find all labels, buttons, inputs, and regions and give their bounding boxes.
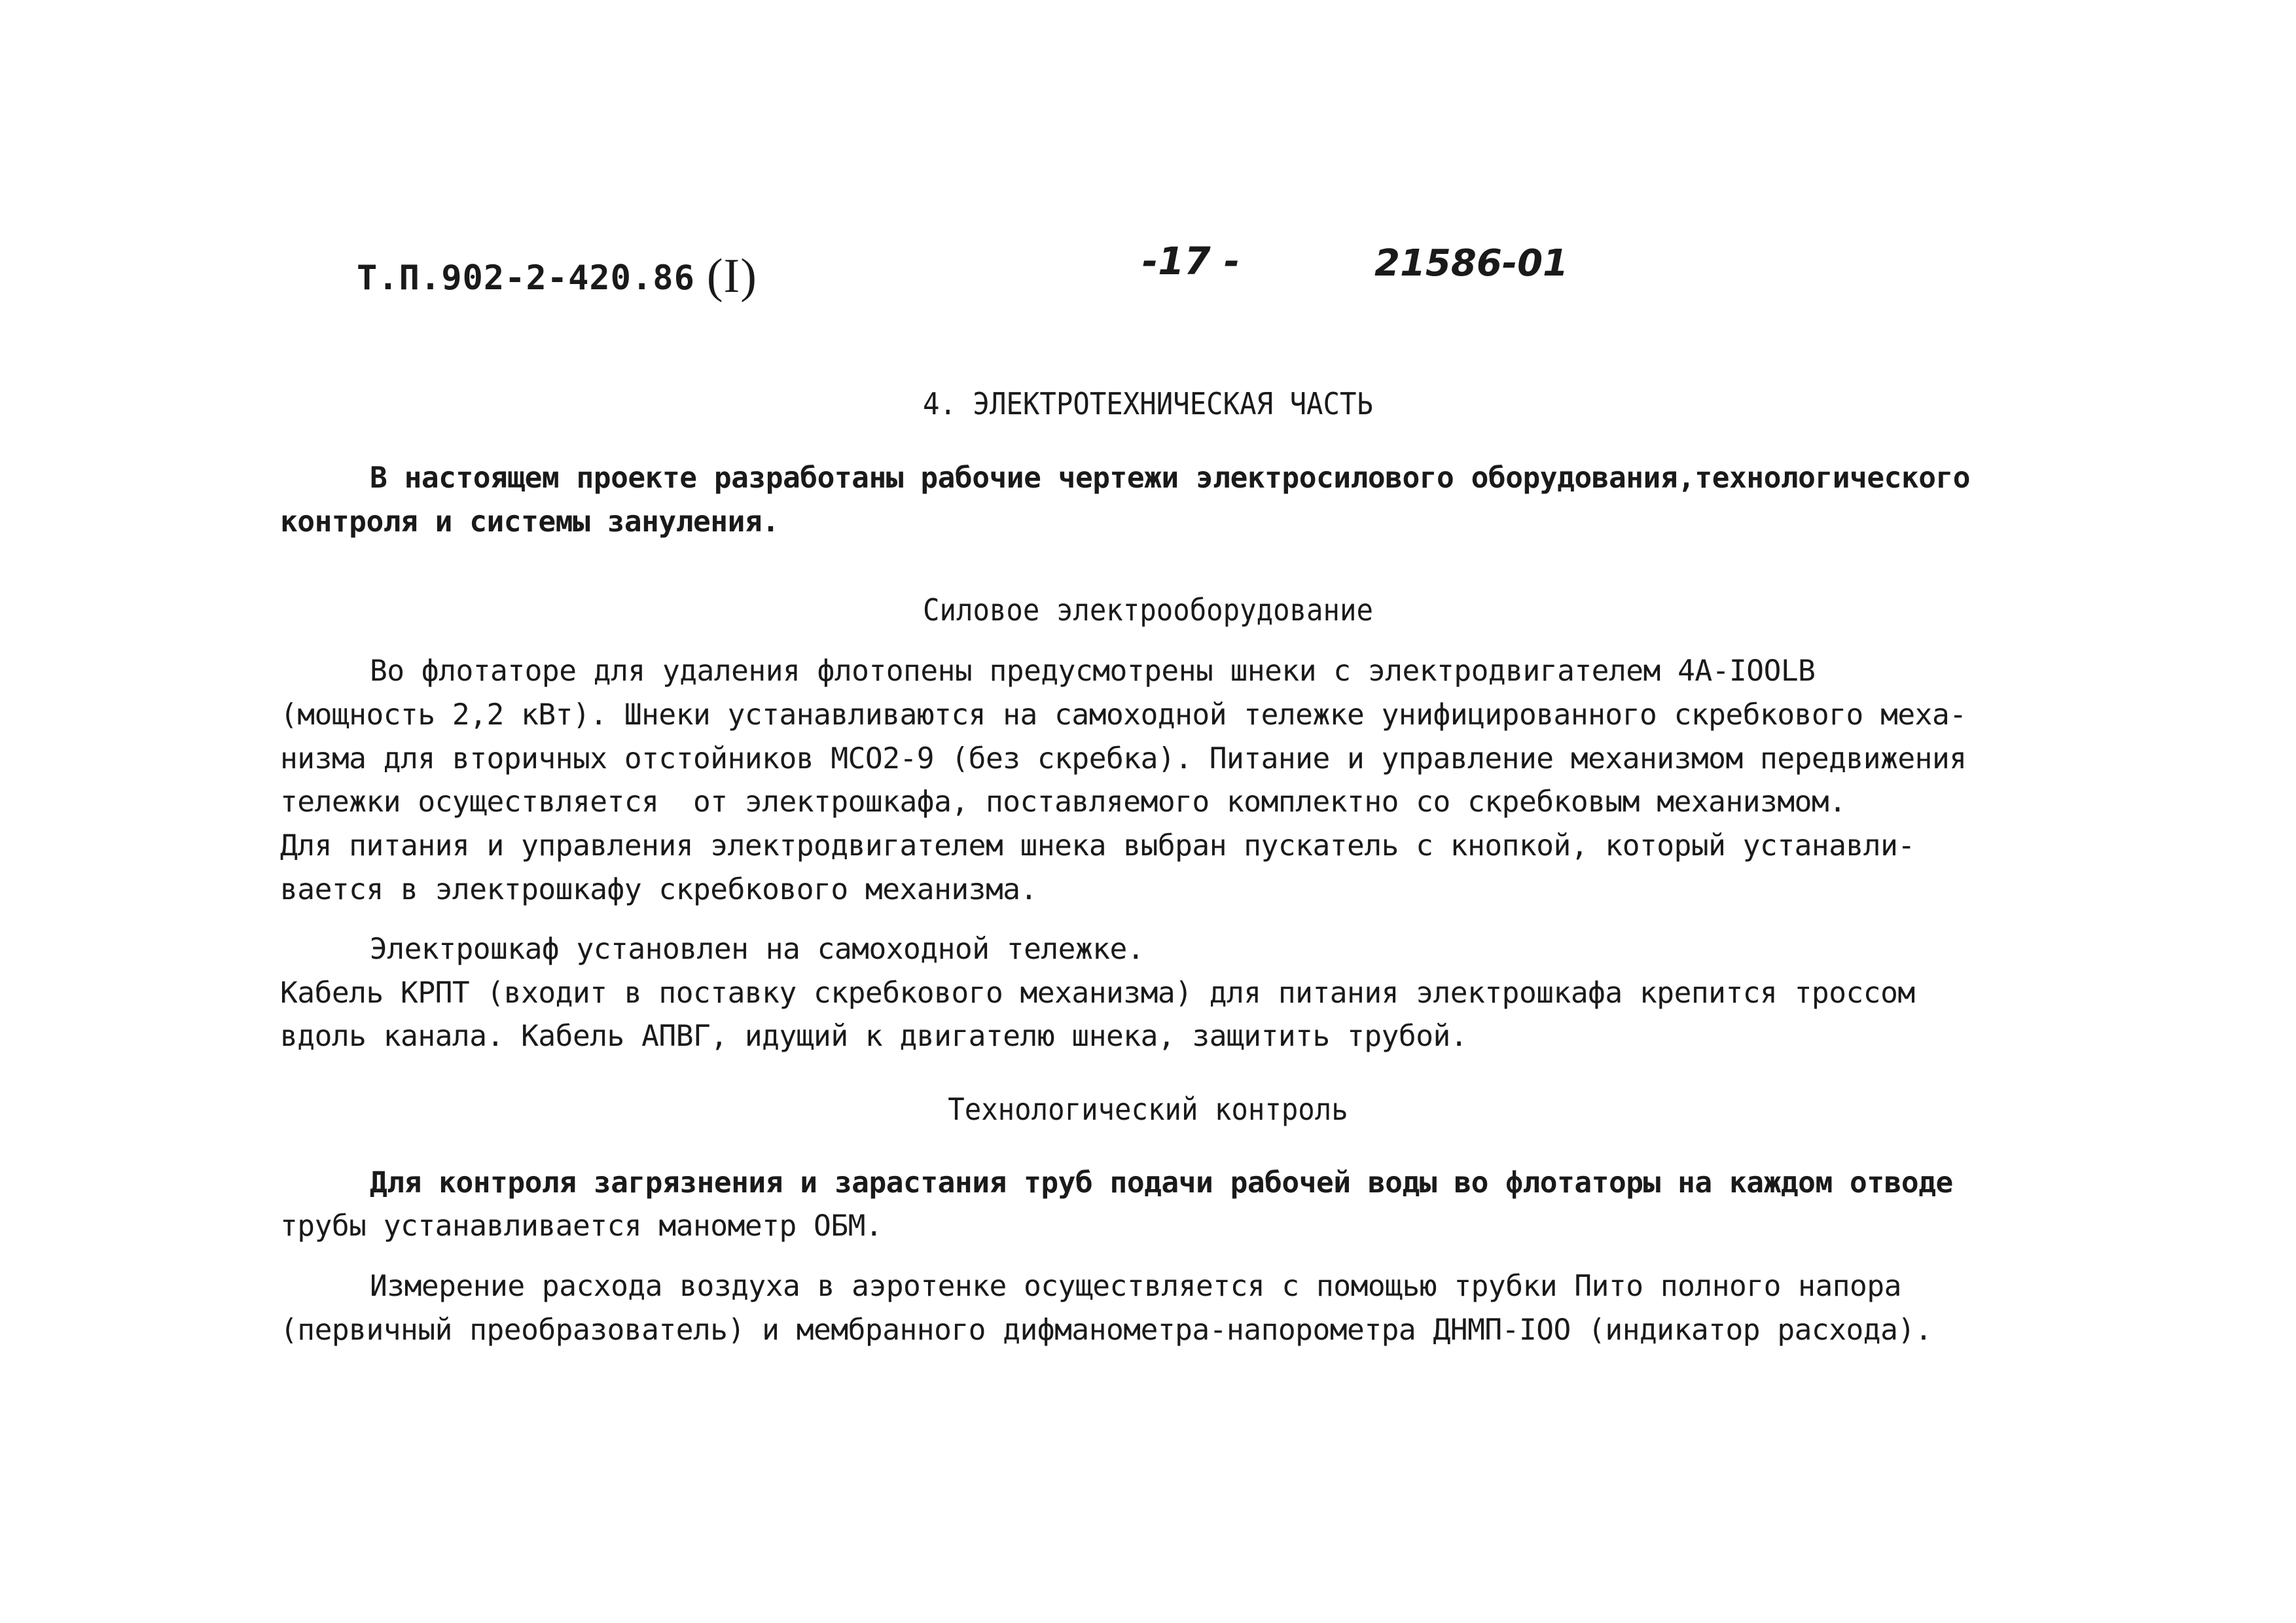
paragraph-line: Измерение расхода воздуха в аэротенке осуществляется с помощью трубки Пито полного напора <box>370 1270 1901 1303</box>
document-code-text: Т.П.902-2-420.86 <box>357 259 695 298</box>
paragraph-line: (первичный преобразователь) и мембранного дифманометра-напорометра ДНМП-IOO (индикатор расхода). <box>280 1313 1932 1347</box>
paragraph-line: (мощность 2,2 кВт). Шнеки устанавливаются на самоходной тележке унифицированного скребкового меха- <box>280 698 1967 732</box>
paragraph-line: вдоль канала. Кабель АПВГ, идущий к двигателю шнека, защитить трубой. <box>280 1020 1468 1053</box>
page-number: -17 - <box>1142 239 1240 283</box>
document-code <box>357 249 757 304</box>
paragraph-line: контроля и системы зануления. <box>280 505 780 539</box>
paragraph-line: Для питания и управления электродвигателем шнека выбран пускатель с кнопкой, который устанавли- <box>280 829 1915 863</box>
section-title: 4. ЭЛЕКТРОТЕХНИЧЕСКАЯ ЧАСТЬ <box>923 386 1373 421</box>
paragraph-line: Для контроля загрязнения и зарастания труб подачи рабочей воды во флотаторы на каждом отводе <box>370 1166 1953 1200</box>
paragraph-line: Во флотаторе для удаления флотопены предусмотрены шнеки с электродвигателем 4А-IOOLВ <box>370 654 1816 688</box>
subsection-title-power: Силовое электрооборудование <box>923 592 1373 628</box>
paragraph-line: В настоящем проекте разработаны рабочие чертежи электросилового оборудования,технологического <box>370 461 1971 495</box>
paragraph-line: Кабель КРПТ (входит в поставку скребкового механизма) для питания электрошкафа крепится троссом <box>280 976 1915 1010</box>
document-code-annotation: (I) <box>706 249 757 303</box>
subsection-title-control: Технологический контроль <box>948 1092 1348 1127</box>
document-number: 21586-01 <box>1374 242 1568 285</box>
paragraph-line: низма для вторичных отстойников МСО2-9 (без скребка). Питание и управление механизмом передвижения <box>280 742 1967 776</box>
paragraph-line: тележки осуществляется от электрошкафа, поставляемого комплектно со скребковым механизмом. <box>280 785 1846 819</box>
paragraph-line: вается в электрошкафу скребкового механизма. <box>280 873 1037 906</box>
paragraph-line: трубы устанавливается манометр ОБМ. <box>280 1209 883 1243</box>
paragraph-line: Электрошкаф установлен на самоходной тележке. <box>370 933 1145 966</box>
